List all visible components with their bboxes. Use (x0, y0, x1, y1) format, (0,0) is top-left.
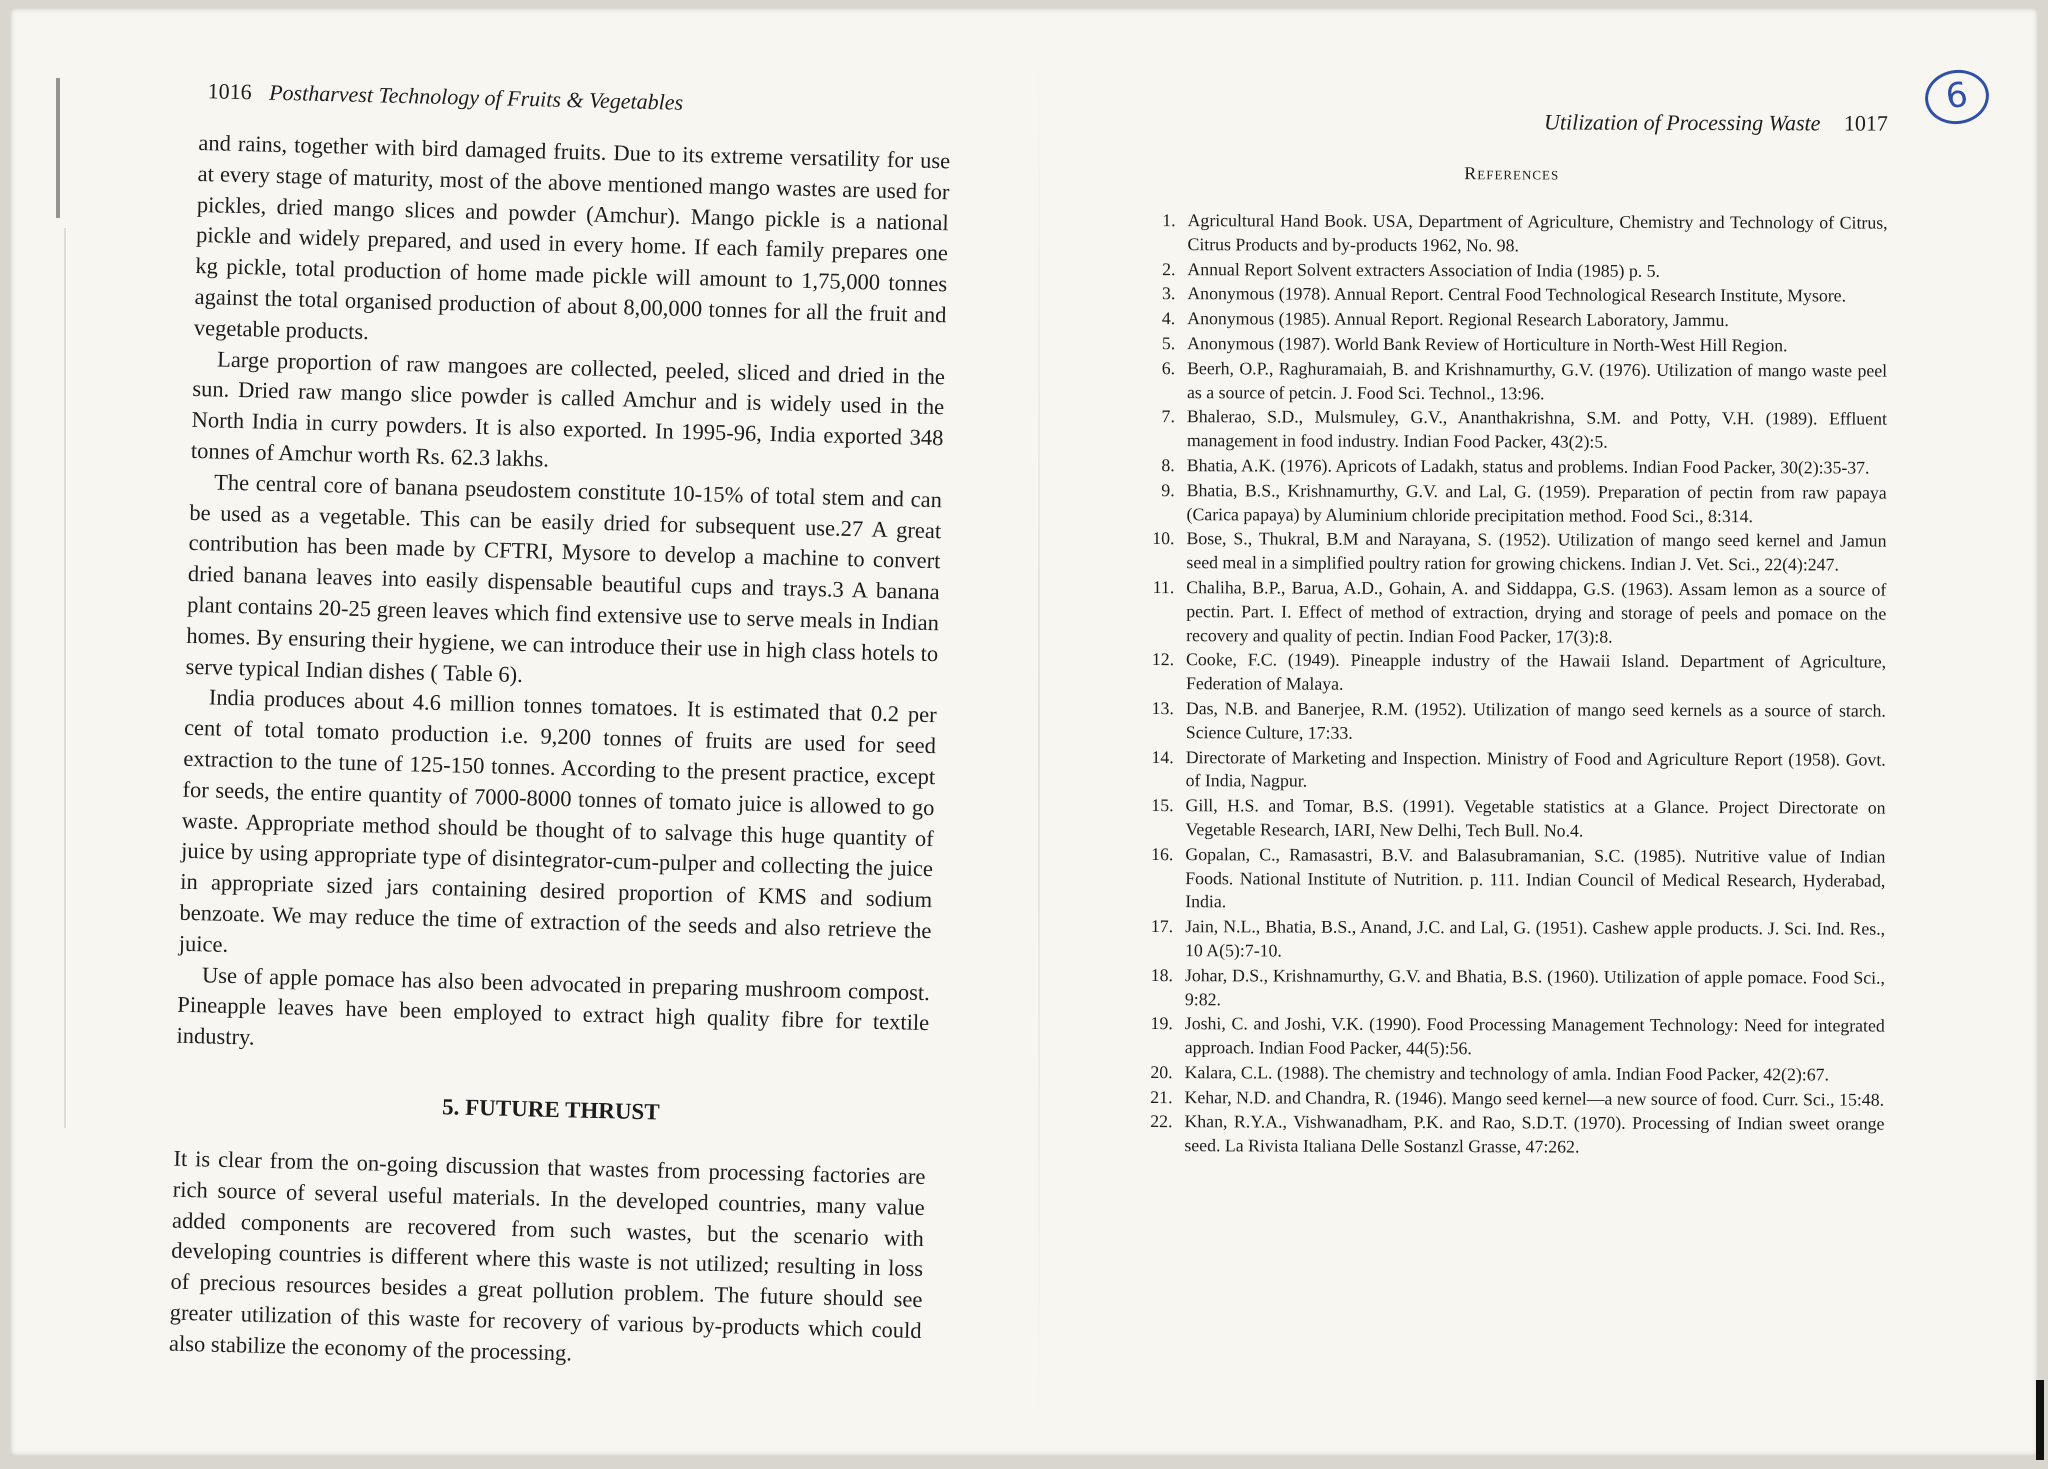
reference-text: Bose, S., Thukral, B.M and Narayana, S. (1952). Utilization of mango seed kernel and Jamun seed meal in a simplified poultry ration for growing chickens. Indian J. Vet. Sci., 22(4):247. (1186, 528, 1887, 575)
reference-text: Cooke, F.C. (1949). Pineapple industry of the Hawaii Island. Department of Agriculture, Federation of Malaya. (1185, 649, 1887, 694)
reference-item (1134, 576, 1886, 650)
right-page-number: 1017 (1843, 110, 1888, 136)
paragraph-future-thrust: It is clear from the on-going discussion that wastes from processing factories are rich source of several useful materials. In the developed countries, many value added components are recovered from such wastes, but the scenario with developing countries is different where this waste is not utilized; resulting in loss of precious resources besides a great pollution problem. The future should see greater utilization of this waste for recovery of various by-products which could also stabilize the economy of the processing. (168, 1145, 926, 1366)
paragraph-2: Large proportion of raw mangoes are collected, peeled, sliced and dried in the sun. Dried raw mango slice powder is called Amchur and is widely used in the North India in curry powders. It is also exported. In 1995-96, India exported 348 tonnes of Amchur worth Rs. 62.3 lakhs. (190, 346, 946, 472)
section-heading: 5. FUTURE THRUST (441, 1094, 660, 1125)
reference-number: 8. (1161, 455, 1175, 476)
reference-item (1133, 1086, 1885, 1112)
reference-number: 2. (1162, 258, 1176, 279)
reference-number: 22. (1150, 1111, 1173, 1132)
reference-text: Das, N.B. and Banerjee, R.M. (1952). Utilization of mango seed kernels as a source of starch. Science Culture, 17:33. (1185, 698, 1886, 743)
reference-text: Directorate of Marketing and Inspection. Ministry of Food and Agriculture Report (1958). Govt. of India, Nagpur. (1185, 746, 1886, 791)
reference-list (1132, 209, 1887, 1161)
reference-item (1135, 405, 1887, 455)
reference-item (1135, 307, 1887, 333)
reference-text: Johar, D.S., Krishnamurthy, G.V. and Bhatia, B.S. (1960). Utilization of apple pomace. Food Sci., 9:82. (1184, 964, 1886, 1009)
reference-number: 1. (1162, 210, 1176, 231)
reference-item (1135, 479, 1887, 529)
reference-text: Khan, R.Y.A., Vishwanadham, P.K. and Rao, S.D.T. (1970). Processing of Indian sweet orange seed. La Rivista Italiana Delle Sostanzl Grasse, 47:262. (1184, 1111, 1885, 1157)
reference-text: Anonymous (1987). World Bank Review of Horticulture in North-West Hill Region. (1187, 333, 1788, 356)
reference-text: Kalara, C.L. (1988). The chemistry and technology of amla. Indian Food Packer, 42(2):67. (1184, 1062, 1830, 1085)
paragraph-4: India produces about 4.6 million tonnes tomatoes. It is estimated that 0.2 per cent of total tomato production i.e. 9,200 tonnes of fruits are used for seed extraction to the tune of 125-150 tonnes. According to the present practice, except for seeds, the entire quantity of 7000-8000 tonnes of tomato juice is allowed to go waste. Appropriate method should be thought of to salvage this huge quantity of juice by using appropriate type of disintegrator-cum-pulper and collecting the juice in appropriate sized jars containing desired proportion of KMS and sodium benzoate. We may reduce the time of extraction of the seeds and also retrieve the juice. (178, 684, 937, 957)
paragraph-1: and rains, together with bird damaged fruits. Due to its extreme versatility for use at every stage of maturity, most of the above mentioned mango wastes are used for pickles, dried mango slices and powder (Amchur). Mango pickle is a national pickle and widely prepared, and used in every home. If each family prepares one kg pickle, total production of home made pickle will amount to 1,75,000 tonnes against the total organised production of about 8,00,000 tonnes for all the fruit and vegetable products. (193, 129, 951, 344)
reference-item (1135, 454, 1887, 480)
reference-item (1134, 746, 1886, 796)
reference-number: 5. (1161, 333, 1176, 354)
reference-text: Anonymous (1978). Annual Report. Central Food Technological Research Institute, Mysore. (1187, 283, 1847, 306)
reference-number: 17. (1150, 916, 1174, 937)
binding-shadow (64, 228, 66, 1128)
reference-text: Gill, H.S. and Tomar, B.S. (1991). Vegetable statistics at a Glance. Project Directorate on Vegetable Research, IARI, New Delhi, Tech Bull. No.4. (1185, 795, 1886, 841)
reference-item (1134, 697, 1886, 747)
reference-item (1133, 794, 1885, 844)
reference-text: Beerh, O.P., Raghuramaiah, B. and Krishnamurthy, G.V. (1976). Utilization of mango waste peel as a source of petcin. J. Food Sci. Technol., 13:96. (1186, 357, 1888, 404)
reference-item (1132, 1110, 1884, 1160)
reference-number: 18. (1150, 964, 1174, 985)
right-running-head (1136, 108, 1888, 137)
reference-item (1133, 1012, 1885, 1062)
book-title: Postharvest Technology of Fruits & Vegetables (268, 79, 684, 115)
reference-item (1135, 282, 1887, 308)
reference-number: 21. (1150, 1086, 1173, 1107)
reference-number: 6. (1161, 357, 1176, 378)
reference-number: 10. (1152, 528, 1175, 549)
paragraph-5: Use of apple pomace has also been advocated in preparing mushroom compost. Pineapple leaves have been employed to extract high quality fibre for textile industry. (176, 961, 931, 1050)
reference-number: 13. (1151, 697, 1174, 719)
reference-number: 3. (1161, 283, 1176, 304)
reference-number: 15. (1151, 795, 1174, 816)
reference-number: 12. (1151, 649, 1175, 670)
references-heading: References (1464, 163, 1560, 184)
reference-text: Anonymous (1985). Annual Report. Regional Research Laboratory, Jammu. (1187, 308, 1729, 331)
reference-text: Joshi, C. and Joshi, V.K. (1990). Food Processing Management Technology: Need for integrated approach. Indian Food Packer, 44(5):56. (1184, 1013, 1885, 1059)
reference-item (1134, 648, 1886, 698)
reference-text: Gopalan, C., Ramasastri, B.V. and Balasubramanian, S.C. (1985). Nutritive value of Indian Foods. National Institute of Nutrition. p. 111. Indian Council of Medical Research, Hyderabad, India. (1185, 843, 1886, 912)
reference-text: Bhatia, B.S., Krishnamurthy, G.V. and Lal, G. (1959). Preparation of pectin from raw papaya (Carica papaya) by Aluminium chloride precipitation method. Food Sci., 8:314. (1186, 479, 1887, 526)
handwritten-page-number-stamp: 6 (1922, 66, 1993, 128)
reference-text: Chaliha, B.P., Barua, A.D., Gohain, A. and Siddappa, G.S. (1963). Assam lemon as a source of pectin. Part. I. Effect of method of extraction, drying and storage of peels and pomace on the recovery and quality of pectin. Indian Food Packer, 17(3):8. (1186, 577, 1887, 647)
reference-text: Annual Report Solvent extracters Association of India (1985) p. 5. (1187, 258, 1661, 281)
reference-item (1133, 1061, 1885, 1087)
reference-item (1135, 258, 1887, 284)
reference-number: 11. (1152, 577, 1175, 598)
chapter-title: Utilization of Processing Waste (1543, 109, 1821, 136)
left-body-text (169, 128, 951, 1377)
reference-item (1135, 357, 1887, 407)
page-fold (1038, 48, 1040, 1428)
reference-number: 14. (1151, 746, 1174, 767)
corner-scan-mark (2036, 1380, 2044, 1460)
reference-text: Agricultural Hand Book. USA, Department of Agriculture, Chemistry and Technology of Citrus, Citrus Products and by-products 1962, No. 98. (1187, 210, 1888, 256)
paragraph-3: The central core of banana pseudostem constitute 10-15% of total stem and can be used as a vegetable. This can be easily dried for subsequent use.27 A great contribution has been made by CFTRI, Mysore to develop a machine to convert dried banana leaves into easily dispensable beautiful cups and trays.3 A banana plant contains 20-25 green leaves which find extensive use to serve meals in Indian homes. By ensuring their hygiene, we can introduce their use in high class hotels to serve typical Indian dishes ( Table 6). (185, 469, 943, 687)
reference-text: Bhatia, A.K. (1976). Apricots of Ladakh, status and problems. Indian Food Packer, 30(2):35-37. (1186, 455, 1870, 478)
reference-item (1134, 527, 1886, 577)
left-page-number: 1016 (207, 78, 252, 105)
reference-number: 20. (1150, 1061, 1173, 1083)
reference-text: Jain, N.L., Bhatia, B.S., Anand, J.C. and Lal, G. (1951). Cashew apple products. J. Sci. Ind. Res., 10 A(5):7-10. (1185, 916, 1886, 961)
reference-item (1135, 332, 1887, 358)
reference-number: 7. (1161, 406, 1175, 427)
reference-text: Bhalerao, S.D., Mulsmuley, G.V., Ananthakrishna, S.M. and Potty, V.H. (1989). Effluent management in food industry. Indian Food Packer, 43(2):5. (1186, 406, 1887, 452)
reference-item (1135, 209, 1887, 259)
binding-mark (56, 78, 60, 218)
right-page (1132, 108, 1888, 1162)
reference-number: 4. (1161, 308, 1176, 329)
reference-number: 9. (1161, 479, 1175, 500)
reference-number: 19. (1150, 1013, 1173, 1034)
reference-item (1133, 915, 1885, 965)
reference-item (1133, 843, 1885, 917)
reference-number: 16. (1151, 843, 1174, 864)
reference-text: Kehar, N.D. and Chandra, R. (1946). Mango seed kernel—a new source of food. Curr. Sci., 15:48. (1184, 1086, 1885, 1110)
reference-item (1133, 964, 1885, 1014)
left-page (169, 78, 952, 1377)
